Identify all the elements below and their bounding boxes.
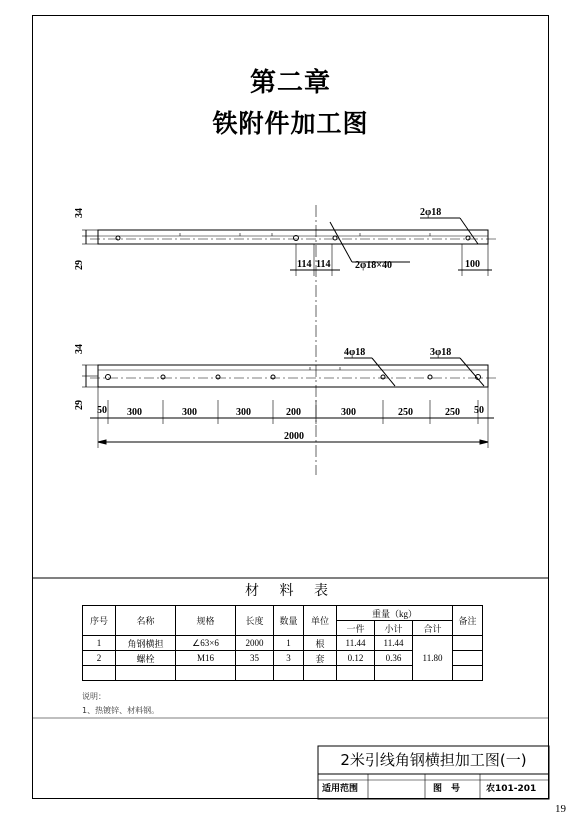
seg-4: 200 bbox=[286, 407, 301, 418]
bottom-dim-29: 29 bbox=[74, 400, 85, 410]
notes-item: 1、热镀锌、材料钢。 bbox=[82, 706, 160, 715]
top-dim-100: 100 bbox=[465, 259, 480, 270]
top-callout-end: 2φ18 bbox=[420, 207, 442, 218]
cell: 35 bbox=[236, 651, 274, 666]
top-callout-mid: 2φ18×40 bbox=[355, 260, 392, 271]
header-cell: 序号 bbox=[83, 606, 116, 636]
top-dim-114b: 114 bbox=[316, 259, 331, 270]
scope-label: 适用范围 bbox=[322, 784, 359, 794]
header-cell: 备注 bbox=[453, 606, 483, 636]
cell: ∠63×6 bbox=[176, 636, 236, 651]
header-cell: 长度 bbox=[236, 606, 274, 636]
materials-title: 材 料 表 bbox=[245, 583, 336, 599]
chapter-heading: 第二章 bbox=[249, 68, 331, 98]
materials-table bbox=[82, 605, 483, 681]
seg-1: 300 bbox=[127, 407, 142, 418]
cell bbox=[375, 666, 413, 681]
cell bbox=[453, 666, 483, 681]
notes bbox=[82, 690, 159, 718]
cell bbox=[274, 666, 304, 681]
cell bbox=[453, 651, 483, 666]
total-weight-cell: 11.80 bbox=[413, 636, 453, 681]
cell bbox=[337, 666, 375, 681]
bottom-callout-a: 4φ18 bbox=[344, 347, 366, 358]
figure-number: 农101-201 bbox=[486, 784, 537, 794]
header-cell: 名称 bbox=[116, 606, 176, 636]
cell bbox=[83, 666, 116, 681]
drawing-name: 2米引线角钢横担加工图(一) bbox=[340, 751, 527, 769]
cell: M16 bbox=[176, 651, 236, 666]
top-bar bbox=[82, 218, 496, 276]
cell: 11.44 bbox=[375, 636, 413, 651]
seg-6: 250 bbox=[398, 407, 413, 418]
top-dim-34: 34 bbox=[74, 208, 85, 218]
top-dim-29: 29 bbox=[74, 260, 85, 270]
cell: 11.44 bbox=[337, 636, 375, 651]
seg-5: 300 bbox=[341, 407, 356, 418]
total-length: 2000 bbox=[284, 431, 304, 442]
cell: 1 bbox=[274, 636, 304, 651]
cell: 角钢横担 bbox=[116, 636, 176, 651]
cell bbox=[236, 666, 274, 681]
seg-2: 300 bbox=[182, 407, 197, 418]
page-number: 19 bbox=[555, 803, 566, 815]
cell bbox=[116, 666, 176, 681]
bottom-callout-b: 3φ18 bbox=[430, 347, 452, 358]
subheader-cell: 一件 bbox=[337, 621, 375, 636]
seg-8: 50 bbox=[474, 405, 484, 416]
cell: 套 bbox=[304, 651, 337, 666]
cell: 2000 bbox=[236, 636, 274, 651]
header-cell: 数量 bbox=[274, 606, 304, 636]
cell: 0.36 bbox=[375, 651, 413, 666]
section-title: 铁附件加工图 bbox=[212, 109, 369, 138]
seg-3: 300 bbox=[236, 407, 251, 418]
top-dim-114a: 114 bbox=[297, 259, 312, 270]
cell bbox=[176, 666, 236, 681]
cell bbox=[453, 636, 483, 651]
cell: 3 bbox=[274, 651, 304, 666]
cell: 1 bbox=[83, 636, 116, 651]
table-row bbox=[83, 636, 483, 651]
subheader-cell: 合计 bbox=[413, 621, 453, 636]
seg-0: 50 bbox=[97, 405, 107, 416]
bottom-dim-34: 34 bbox=[74, 344, 85, 354]
header-cell: 规格 bbox=[176, 606, 236, 636]
subheader-cell: 小计 bbox=[375, 621, 413, 636]
table-header-row bbox=[83, 606, 483, 621]
cell: 根 bbox=[304, 636, 337, 651]
header-cell: 重量（kg） bbox=[337, 606, 453, 621]
cell: 螺栓 bbox=[116, 651, 176, 666]
notes-label: 说明： bbox=[82, 692, 106, 701]
cell: 2 bbox=[83, 651, 116, 666]
header-cell: 单位 bbox=[304, 606, 337, 636]
cell: 0.12 bbox=[337, 651, 375, 666]
seg-7: 250 bbox=[445, 407, 460, 418]
cell bbox=[304, 666, 337, 681]
figure-label: 图 号 bbox=[433, 784, 461, 794]
